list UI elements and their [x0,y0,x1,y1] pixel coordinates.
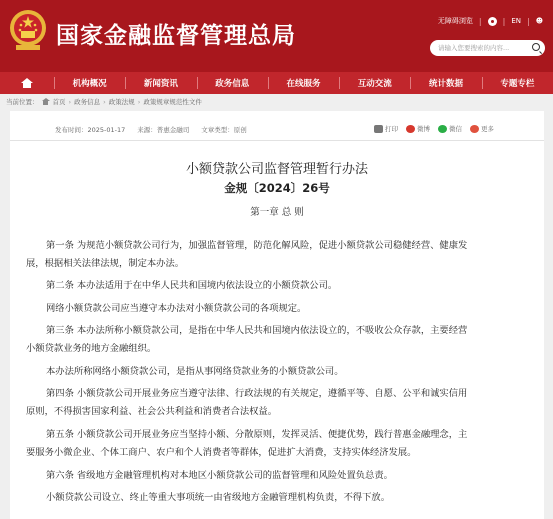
home-icon [21,78,33,88]
chapter-heading: 第一章 总 则 [250,207,304,218]
nav-item-news[interactable]: 新闻资讯 [125,72,196,94]
search-icon[interactable] [532,43,540,51]
main-nav [0,72,553,94]
chevron-right-icon: › [68,97,72,106]
login-icon[interactable]: ☻ [535,17,543,25]
breadcrumb [6,97,202,106]
nav-item-about[interactable]: 机构概况 [54,72,125,94]
breadcrumb-prefix: 当前位置： [6,98,39,106]
home-icon [42,98,50,105]
nav-item-statistics[interactable]: 统计数据 [410,72,481,94]
article-meta [55,125,247,134]
nav-item-topics[interactable]: 专题专栏 [482,72,553,94]
share-actions [374,124,494,133]
print-button[interactable]: 打印 [374,124,398,133]
breadcrumb-policy[interactable]: 政策法规 [108,98,135,106]
wechat-icon [438,125,447,133]
wechat-share-button[interactable]: 微信 [438,124,462,133]
search-input[interactable] [430,40,545,56]
english-link[interactable]: EN [511,17,521,25]
article-panel [10,111,544,519]
site-title[interactable]: 国家金融监督管理总局 [56,23,296,49]
more-icon [470,125,479,133]
article-2-note: 网络小额贷款公司应当遵守本办法对小额贷款公司的各项规定。 [46,303,307,314]
article-3-note: 本办法所称网络小额贷款公司，是指从事网络贷款业务的小额贷款公司。 [46,366,344,377]
breadcrumb-regulations[interactable]: 政策规章规范性文件 [143,98,202,106]
article-5-line-2: 要服务小微企业、个体工商户、农户和个人消费者等群体，促进扩大消费，支持实体经济发展。 [26,447,417,458]
breadcrumb-gov-info[interactable]: 政务信息 [74,98,101,106]
document-number: 金规〔2024〕26号 [224,181,330,195]
site-header [0,0,553,72]
article-5-line-1: 第五条 小额贷款公司开展业务应当坚持小额、分散原则，发挥灵活、便捷优势，践行普惠金融理念，主 [46,429,468,440]
more-share-button[interactable]: 更多 [470,124,494,133]
document-title: 小额贷款公司监督管理暂行办法 [185,162,368,177]
weibo-icon [406,125,415,133]
divider: | [502,16,506,26]
article-6-note: 小额贷款公司设立、终止等重大事项统一由省级地方金融管理机构负责，不得下放。 [46,492,390,503]
article-3-line-1: 第三条 本办法所称小额贷款公司，是指在中华人民共和国境内依法设立的，不吸收公众存款，主要经营 [46,325,468,336]
national-emblem-icon[interactable] [8,8,48,52]
divider: | [526,16,530,26]
weibo-share-button[interactable]: 微博 [406,124,430,133]
article-1-line-1: 第一条 为规范小额贷款公司行为，加强监督管理，防范化解风险，促进小额贷款公司稳健经营、健康发 [46,240,468,251]
search-placeholder: 请输入您要搜索的内容... [438,44,510,52]
article-3-line-2: 小额贷款业务的地方金融组织。 [26,343,157,354]
nav-item-gov-info[interactable]: 政务信息 [197,72,268,94]
breadcrumb-home[interactable]: 首页 [52,98,66,106]
chevron-right-icon: › [103,97,106,106]
divider: | [478,16,482,26]
nav-item-online-service[interactable]: 在线服务 [268,72,339,94]
weibo-icon[interactable] [488,17,497,26]
accessibility-link[interactable]: 无障碍浏览 [437,17,473,25]
nav-home[interactable] [0,72,54,94]
top-links [438,16,543,26]
nav-item-interaction[interactable]: 互动交流 [339,72,410,94]
article-1-line-2: 展，根据相关法律法规，制定本办法。 [26,258,185,269]
article-type: 文章类型：原创 [201,126,247,134]
article-2: 第二条 本办法适用于在中华人民共和国境内依法设立的小额贷款公司。 [46,280,338,291]
print-icon [374,125,383,133]
publish-time: 发布时间：2025-01-17 [55,126,126,134]
divider [10,140,544,141]
article-4-line-2: 原则，不得损害国家利益、社会公共利益和消费者合法权益。 [26,406,278,417]
article-4-line-1: 第四条 小额贷款公司开展业务应当遵守法律、行政法规的有关规定，遵循平等、自愿、公平和诚实信用 [46,388,468,399]
article-source: 来源：普惠金融司 [137,126,190,134]
article-6: 第六条 省级地方金融管理机构对本地区小额贷款公司的监督管理和风险处置负总责。 [46,470,393,481]
chevron-right-icon: › [137,97,141,106]
